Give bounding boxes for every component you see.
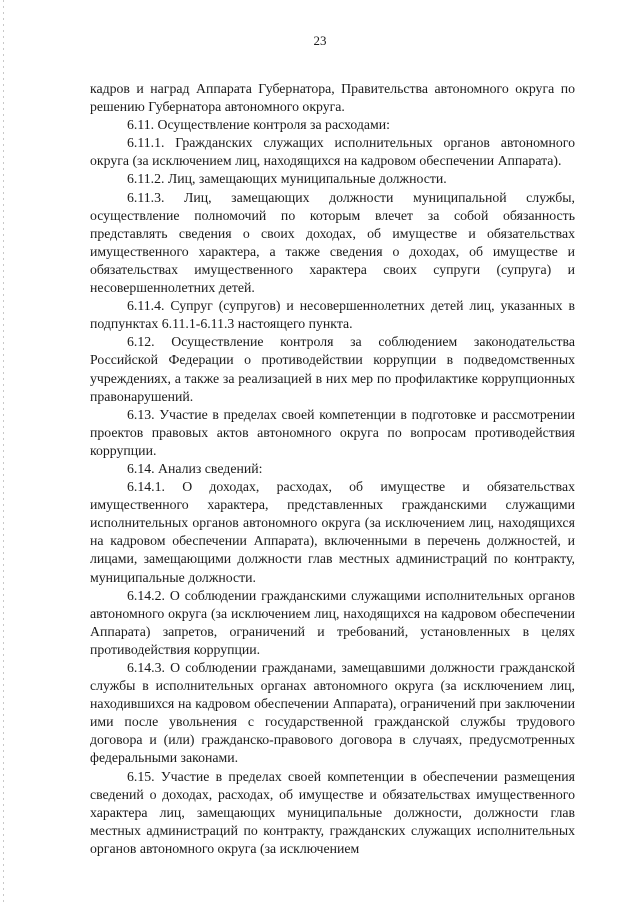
document-body bbox=[90, 80, 575, 858]
paragraph-6-11-3: 6.11.3. Лиц, замещающих должности муниципальной службы, осуществление полномочий по которым влечет за собой обязанность представлять сведения о своих доходах, об имуществе и обязательствах имущественного характера, а также сведения о доходах, об имуществе и обязательствах имущественного характера своих супруги (супруга) и несовершеннолетних детей. bbox=[90, 189, 575, 296]
paragraph-continuation: кадров и наград Аппарата Губернатора, Правительства автономного округа по решению Губернатора автономного округа. bbox=[90, 81, 575, 115]
paragraph-6-14: 6.14. Анализ сведений: bbox=[127, 460, 263, 476]
paragraph-6-14-3: 6.14.3. О соблюдении гражданами, замещавшими должности гражданской службы в исполнительных органах автономного округа (за исключением лиц, находившихся на кадровом обеспечении Аппарата), ограничений при заключении ими после увольнения с государственной гражданской службы трудового договора и (или) гражданско-правового договора в случаях, предусмотренных федеральными законами. bbox=[90, 660, 575, 766]
paragraph-6-11-1: 6.11.1. Гражданских служащих исполнительных органов автономного округа (за исключением лиц, находящихся на кадровом обеспечении Аппарата). bbox=[90, 135, 575, 169]
paragraph-6-13: 6.13. Участие в пределах своей компетенции в подготовке и рассмотрении проектов правовых актов автономного округа по вопросам противодействия коррупции. bbox=[90, 406, 575, 458]
page-number: 23 bbox=[313, 33, 327, 48]
paragraph-6-11-2: 6.11.2. Лиц, замещающих муниципальные должности. bbox=[127, 171, 447, 187]
paragraph-6-15: 6.15. Участие в пределах своей компетенции в обеспечении размещения сведений о доходах, расходах, об имуществе и обязательствах имущественного характера лиц, замещающих муниципальные должности, должности глав местных администраций по контракту, гражданских служащих исполнительных органов автономного округа (за исключением bbox=[90, 768, 575, 856]
page-edge-dots bbox=[3, 0, 4, 905]
paragraph-6-11: 6.11. Осуществление контроля за расходами: bbox=[127, 117, 390, 133]
paragraph-6-14-2: 6.14.2. О соблюдении гражданскими служащими исполнительных органов автономного округа (за исключением лиц, находящихся на кадровом обеспечении Аппарата) запретов, ограничений и требований, установленных в целях противодействия коррупции. bbox=[90, 587, 575, 657]
paragraph-6-14-1: 6.14.1. О доходах, расходах, об имуществе и обязательствах имущественного характера, представленных гражданскими служащими исполнительных органов автономного округа (за исключением лиц, находящихся на кадровом обеспечении Аппарата), включенными в перечень должностей, и лицами, замещающими должности глав местных администраций по контракту, муниципальные должности. bbox=[90, 479, 575, 585]
paragraph-6-11-4: 6.11.4. Супруг (супругов) и несовершеннолетних детей лиц, указанных в подпунктах 6.11.1-6.11.3 настоящего пункта. bbox=[90, 298, 575, 332]
paragraph-6-12: 6.12. Осуществление контроля за соблюдением законодательства Российской Федерации о противодействии коррупции в подведомственных учреждениях, а также за реализацией в них мер по профилактике коррупционных правонарушений. bbox=[90, 334, 575, 404]
